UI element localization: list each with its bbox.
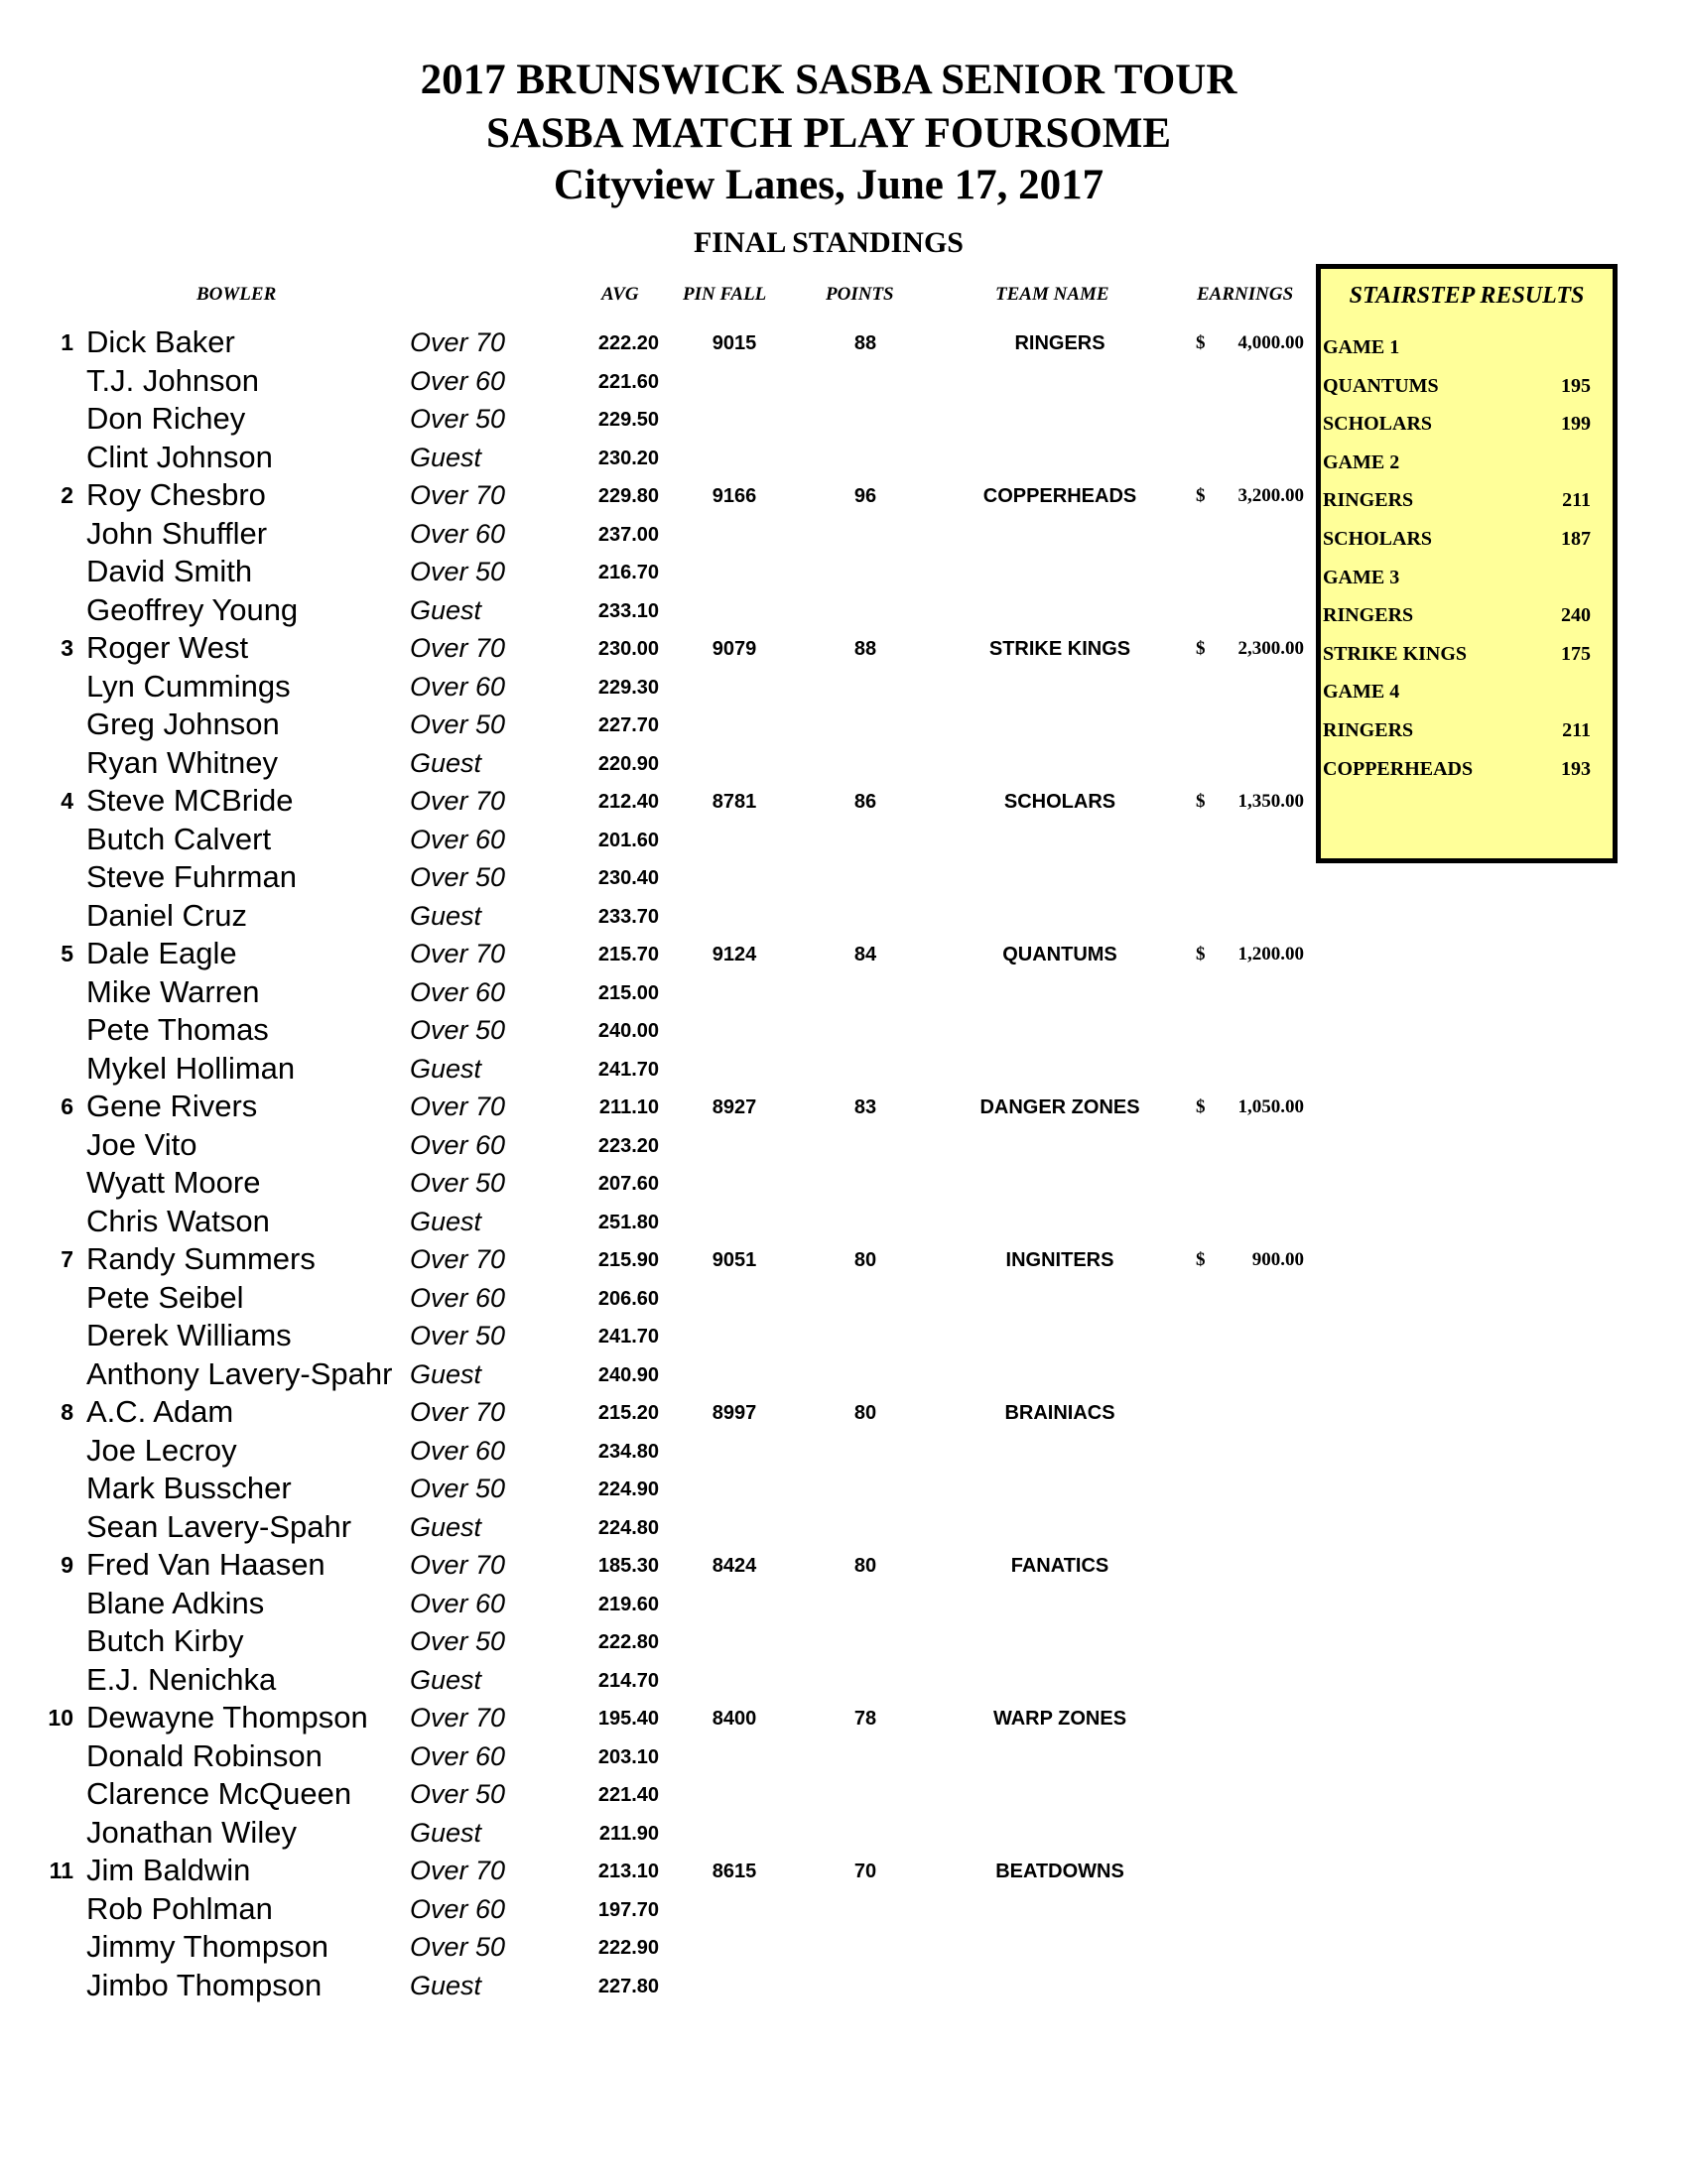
bowler-average: 207.60 [597, 1173, 659, 1195]
bowler-row [0, 1471, 1310, 1512]
bowler-average: 221.40 [597, 1784, 659, 1806]
bowler-row [0, 1318, 1310, 1359]
team-name-column-header: TEAM NAME [995, 284, 1109, 305]
bowler-row [0, 1547, 1310, 1589]
team-points: 84 [853, 944, 877, 965]
stairstep-row [1321, 413, 1613, 451]
bowler-division: Guest [410, 1053, 482, 1084]
bowler-name: Fred Van Haasen [86, 1547, 325, 1582]
stairstep-score: 187 [1561, 527, 1591, 550]
team-block [0, 783, 1310, 939]
bowler-division: Over 70 [410, 480, 506, 510]
team-points: 83 [853, 1096, 877, 1118]
bowler-average: 213.10 [597, 1861, 659, 1882]
team-rank: 10 [48, 1705, 73, 1731]
stairstep-label: RINGERS [1323, 718, 1414, 741]
bowler-row [0, 859, 1310, 901]
team-name: STRIKE KINGS [988, 638, 1131, 660]
bowler-name: Gene Rivers [86, 1089, 258, 1123]
stairstep-row [1321, 567, 1613, 605]
bowler-division: Guest [410, 442, 482, 472]
bowler-average: 211.10 [598, 1096, 659, 1118]
team-rank: 11 [49, 1858, 73, 1883]
bowler-row [0, 668, 1310, 710]
bowler-average: 197.70 [597, 1898, 659, 1921]
bowler-division: Over 60 [410, 1129, 506, 1160]
bowler-average: 219.60 [597, 1593, 659, 1615]
team-earnings: 3,200.00 [1237, 485, 1304, 506]
bowler-division: Over 60 [410, 1588, 506, 1618]
team-name: SCHOLARS [1003, 791, 1116, 813]
stairstep-score: 240 [1561, 604, 1591, 627]
team-block [0, 1700, 1310, 1856]
bowler-name: Mike Warren [86, 973, 260, 1009]
bowler-average: 240.00 [597, 1020, 659, 1042]
currency-symbol: $ [1196, 1096, 1206, 1117]
bowler-average: 215.20 [597, 1402, 659, 1424]
team-pinfall: 9166 [712, 485, 757, 507]
stairstep-label: RINGERS [1323, 489, 1414, 512]
team-rank: 2 [61, 482, 73, 508]
stairstep-label: GAME 3 [1323, 566, 1400, 588]
bowler-name: Daniel Cruz [86, 897, 247, 933]
bowler-name: Don Richey [86, 401, 246, 436]
bowler-average: 227.80 [597, 1975, 659, 1997]
stairstep-row [1321, 604, 1613, 643]
stairstep-score: 211 [1562, 489, 1591, 512]
bowler-row [0, 1853, 1310, 1894]
stairstep-row [1321, 528, 1613, 567]
currency-symbol: $ [1196, 332, 1206, 353]
team-rank: 7 [61, 1246, 73, 1272]
bowler-row [0, 1089, 1310, 1130]
bowler-name: T.J. Johnson [86, 362, 260, 398]
stairstep-results-box [1316, 264, 1618, 863]
stairstep-label: SCHOLARS [1323, 527, 1433, 550]
bowler-name: Clint Johnson [86, 439, 273, 474]
bowler-name: David Smith [86, 554, 253, 588]
stairstep-label: QUANTUMS [1323, 374, 1439, 397]
bowler-division: Guest [410, 594, 482, 625]
bowler-name: Steve Fuhrman [86, 859, 297, 894]
bowler-name: Derek Williams [86, 1318, 292, 1352]
bowler-name: Greg Johnson [86, 707, 280, 741]
bowler-row [0, 1776, 1310, 1818]
bowler-row [0, 1279, 1310, 1322]
bowler-row [0, 591, 1310, 634]
bowler-division: Guest [410, 1206, 482, 1236]
bowler-name: John Shuffler [86, 515, 268, 551]
team-points: 70 [853, 1861, 877, 1882]
bowler-name: Pete Seibel [86, 1279, 244, 1315]
bowler-name: Roy Chesbro [86, 477, 266, 512]
bowler-division: Over 50 [410, 862, 506, 892]
stairstep-label: STRIKE KINGS [1323, 642, 1468, 665]
bowler-division: Guest [410, 1970, 482, 2000]
bowler-division: Over 50 [410, 557, 506, 586]
bowler-row [0, 1126, 1310, 1169]
bowler-division: Over 50 [410, 1932, 506, 1962]
stairstep-row [1321, 489, 1613, 528]
bowler-division: Over 70 [410, 1244, 506, 1274]
bowler-division: Over 50 [410, 404, 506, 434]
bowler-average: 195.40 [597, 1708, 659, 1730]
team-points: 80 [853, 1402, 877, 1424]
avg-column-header: AVG [601, 284, 639, 305]
team-block [0, 1853, 1310, 2008]
bowler-division: Over 70 [410, 1856, 506, 1885]
bowler-division: Guest [410, 1358, 482, 1389]
bowler-name: Clarence McQueen [86, 1776, 352, 1811]
standings-table [0, 324, 1310, 2008]
team-name: FANATICS [1010, 1555, 1109, 1577]
bowler-average: 222.20 [597, 332, 659, 354]
bowler-average: 233.10 [597, 599, 659, 622]
bowler-row [0, 1700, 1310, 1741]
bowler-row [0, 1585, 1310, 1627]
bowler-division: Over 50 [410, 1626, 506, 1656]
bowler-average: 214.70 [597, 1669, 659, 1692]
team-pinfall: 8781 [712, 791, 757, 813]
bowler-name: Anthony Lavery-Spahr [86, 1355, 393, 1391]
team-earnings: 1,200.00 [1237, 944, 1304, 964]
stairstep-label: GAME 4 [1323, 681, 1400, 704]
team-rank: 4 [61, 788, 73, 814]
bowler-average: 230.40 [597, 867, 659, 889]
currency-symbol: $ [1196, 1249, 1206, 1270]
bowler-row [0, 897, 1310, 940]
bowler-name: Joe Vito [86, 1126, 197, 1162]
team-pinfall: 8927 [712, 1096, 757, 1118]
team-pinfall: 9051 [712, 1249, 757, 1271]
team-pinfall: 9015 [712, 332, 757, 354]
bowler-average: 215.90 [597, 1249, 659, 1271]
team-pinfall: 8400 [712, 1708, 757, 1730]
pinfall-column-header: PIN FALL [683, 284, 767, 305]
final-standings-heading: FINAL STANDINGS [693, 226, 964, 259]
bowler-name: Mykel Holliman [86, 1050, 296, 1086]
bowler-average: 212.40 [597, 791, 659, 813]
team-rank: 3 [61, 635, 73, 661]
bowler-row [0, 1165, 1310, 1207]
bowler-row [0, 1394, 1310, 1436]
bowler-row [0, 515, 1310, 558]
stairstep-row [1321, 719, 1613, 758]
bowler-average: 215.00 [597, 981, 659, 1004]
bowler-division: Over 50 [410, 1779, 506, 1809]
bowler-division: Over 60 [410, 1282, 506, 1313]
bowler-name: A.C. Adam [86, 1394, 234, 1429]
bowler-average: 221.60 [597, 370, 659, 393]
bowler-average: 201.60 [597, 829, 659, 851]
team-name: RINGERS [1014, 332, 1105, 354]
team-points: 78 [853, 1708, 877, 1730]
bowler-name: Jimmy Thompson [86, 1929, 329, 1964]
stairstep-score: 211 [1562, 718, 1591, 741]
bowler-division: Over 70 [410, 327, 506, 357]
team-points: 80 [853, 1555, 877, 1577]
team-pinfall: 9124 [712, 944, 757, 965]
bowler-average: 241.70 [597, 1326, 659, 1348]
bowler-division: Over 60 [410, 1893, 506, 1924]
bowler-row [0, 821, 1310, 863]
bowler-name: Joe Lecroy [86, 1432, 237, 1468]
bowler-row [0, 401, 1310, 443]
bowler-row [0, 1355, 1310, 1398]
bowler-name: E.J. Nenichka [86, 1661, 277, 1697]
bowler-division: Over 60 [410, 824, 506, 854]
venue-date: Cityview Lanes, June 17, 2017 [553, 162, 1104, 208]
bowler-division: Over 60 [410, 365, 506, 396]
team-pinfall: 8997 [712, 1402, 757, 1424]
bowler-division: Over 70 [410, 1397, 506, 1427]
bowler-average: 240.90 [597, 1363, 659, 1386]
currency-symbol: $ [1196, 791, 1206, 812]
bowler-row [0, 439, 1310, 481]
team-rank: 6 [61, 1093, 73, 1119]
bowler-name: Jimbo Thompson [86, 1967, 323, 2002]
team-pinfall: 9079 [712, 638, 757, 660]
team-name: WARP ZONES [992, 1708, 1127, 1730]
team-block [0, 1394, 1310, 1550]
bowler-row [0, 324, 1310, 366]
bowler-average: 251.80 [597, 1211, 659, 1233]
bowler-average: 216.70 [597, 562, 659, 583]
team-block [0, 324, 1310, 480]
currency-symbol: $ [1196, 944, 1206, 964]
team-points: 96 [853, 485, 877, 507]
team-earnings: 2,300.00 [1237, 638, 1304, 659]
bowler-name: Roger West [86, 630, 249, 665]
earnings-column-header: EARNINGS [1197, 284, 1294, 305]
bowler-average: 215.70 [597, 944, 659, 965]
bowler-row [0, 744, 1310, 787]
team-block [0, 477, 1310, 633]
bowler-row [0, 1737, 1310, 1780]
stairstep-score: 195 [1561, 374, 1591, 397]
bowler-division: Over 70 [410, 786, 506, 816]
bowler-name: Donald Robinson [86, 1737, 323, 1773]
bowler-row [0, 554, 1310, 595]
team-name: COPPERHEADS [982, 485, 1137, 507]
bowler-division: Over 60 [410, 976, 506, 1007]
bowler-average: 185.30 [597, 1555, 659, 1577]
bowler-division: Over 70 [410, 1092, 506, 1121]
team-rank: 5 [61, 941, 73, 966]
bowler-row [0, 1661, 1310, 1704]
bowler-name: Steve MCBride [86, 783, 294, 818]
points-column-header: POINTS [826, 284, 894, 305]
bowler-average: 230.20 [597, 447, 659, 469]
team-earnings: 1,350.00 [1237, 791, 1304, 812]
bowler-average: 241.70 [597, 1058, 659, 1081]
bowler-division: Guest [410, 900, 482, 931]
bowler-row [0, 1050, 1310, 1092]
stairstep-score: 175 [1561, 642, 1591, 665]
bowler-name: Dale Eagle [86, 936, 237, 970]
bowler-average: 222.80 [597, 1631, 659, 1653]
bowler-division: Guest [410, 1817, 482, 1848]
team-block [0, 1089, 1310, 1244]
bowler-division: Over 70 [410, 939, 506, 968]
bowler-division: Guest [410, 747, 482, 778]
team-block [0, 1547, 1310, 1703]
bowler-row [0, 630, 1310, 672]
bowler-name: Chris Watson [86, 1203, 270, 1238]
bowler-row [0, 709, 1310, 748]
team-earnings: 4,000.00 [1237, 332, 1304, 353]
stairstep-row [1321, 681, 1613, 719]
bowler-name: Lyn Cummings [86, 668, 291, 704]
bowler-row [0, 1241, 1310, 1283]
team-pinfall: 8615 [712, 1861, 757, 1882]
team-block [0, 630, 1310, 786]
bowler-row [0, 1929, 1310, 1971]
team-points: 86 [853, 791, 877, 813]
bowler-average: 234.80 [597, 1440, 659, 1463]
bowler-average: 203.10 [597, 1745, 659, 1768]
bowler-average: 223.20 [597, 1134, 659, 1157]
team-name: BEATDOWNS [995, 1861, 1124, 1882]
bowler-average: 229.50 [597, 409, 659, 431]
team-name: INGNITERS [1005, 1249, 1114, 1271]
bowler-name: Butch Kirby [86, 1623, 244, 1658]
bowler-row [0, 1432, 1310, 1475]
bowler-division: Over 60 [410, 1435, 506, 1466]
bowler-division: Over 70 [410, 1703, 506, 1733]
bowler-column-header: BOWLER [196, 284, 277, 305]
stairstep-row [1321, 336, 1613, 375]
stairstep-score: 199 [1561, 413, 1591, 436]
bowler-average: 227.70 [597, 714, 659, 736]
stairstep-row [1321, 643, 1613, 682]
bowler-row [0, 1012, 1310, 1054]
team-name: QUANTUMS [1002, 944, 1117, 965]
bowler-division: Over 50 [410, 1474, 506, 1503]
bowler-average: 220.90 [597, 752, 659, 775]
bowler-division: Over 70 [410, 633, 506, 663]
event-title: SASBA MATCH PLAY FOURSOME [485, 110, 1172, 157]
currency-symbol: $ [1196, 638, 1206, 659]
bowler-row [0, 1508, 1310, 1551]
bowler-average: 233.70 [597, 905, 659, 928]
team-name: DANGER ZONES [979, 1096, 1140, 1118]
stairstep-title: STAIRSTEP RESULTS [1349, 283, 1585, 309]
bowler-division: Over 60 [410, 1740, 506, 1771]
bowler-name: Jim Baldwin [86, 1853, 251, 1887]
team-points: 88 [853, 332, 877, 354]
stairstep-label: RINGERS [1323, 604, 1414, 627]
bowler-average: 229.30 [597, 676, 659, 699]
team-points: 80 [853, 1249, 877, 1271]
stairstep-label: GAME 2 [1323, 450, 1400, 473]
bowler-row [0, 362, 1310, 405]
bowler-row [0, 973, 1310, 1016]
bowler-name: Rob Pohlman [86, 1890, 273, 1926]
bowler-name: Dewayne Thompson [86, 1700, 368, 1734]
stairstep-row [1321, 758, 1613, 797]
bowler-division: Guest [410, 1664, 482, 1695]
bowler-average: 237.00 [597, 523, 659, 546]
bowler-division: Over 70 [410, 1550, 506, 1580]
bowler-name: Ryan Whitney [86, 744, 278, 780]
bowler-average: 222.90 [597, 1937, 659, 1959]
bowler-average: 224.80 [597, 1516, 659, 1539]
bowler-row [0, 1203, 1310, 1245]
stairstep-label: COPPERHEADS [1323, 757, 1474, 780]
bowler-name: Pete Thomas [86, 1012, 269, 1047]
bowler-average: 229.80 [597, 485, 659, 507]
bowler-name: Wyatt Moore [86, 1165, 261, 1200]
bowler-division: Over 50 [410, 709, 506, 739]
stairstep-list [1321, 336, 1613, 796]
bowler-name: Blane Adkins [86, 1585, 265, 1620]
stairstep-row [1321, 451, 1613, 490]
bowler-division: Over 50 [410, 1321, 506, 1350]
bowler-name: Randy Summers [86, 1241, 316, 1276]
team-earnings: 1,050.00 [1237, 1096, 1304, 1117]
bowler-name: Jonathan Wiley [86, 1814, 297, 1850]
bowler-row [0, 1967, 1310, 2009]
bowler-average: 211.90 [598, 1822, 659, 1845]
currency-symbol: $ [1196, 485, 1206, 506]
stairstep-score: 193 [1561, 757, 1591, 780]
stairstep-row [1321, 375, 1613, 414]
bowler-name: Dick Baker [86, 324, 235, 359]
bowler-average: 230.00 [597, 638, 659, 660]
team-points: 88 [853, 638, 877, 660]
bowler-name: Butch Calvert [86, 821, 272, 856]
tour-title: 2017 BRUNSWICK SASBA SENIOR TOUR [420, 57, 1237, 103]
bowler-row [0, 783, 1310, 825]
team-block [0, 1241, 1310, 1397]
team-earnings: 900.00 [1251, 1249, 1304, 1270]
bowler-row [0, 477, 1310, 519]
bowler-division: Over 60 [410, 671, 506, 702]
bowler-row [0, 1814, 1310, 1857]
stairstep-label: GAME 1 [1323, 336, 1400, 358]
bowler-name: Mark Busscher [86, 1471, 292, 1505]
bowler-row [0, 1623, 1310, 1665]
bowler-division: Guest [410, 1511, 482, 1542]
bowler-division: Over 50 [410, 1015, 506, 1045]
bowler-division: Over 50 [410, 1168, 506, 1198]
bowler-division: Over 60 [410, 518, 506, 549]
team-block [0, 936, 1310, 1092]
team-pinfall: 8424 [712, 1555, 757, 1577]
team-name: BRAINIACS [1004, 1402, 1115, 1424]
team-rank: 9 [61, 1552, 73, 1578]
bowler-name: Sean Lavery-Spahr [86, 1508, 352, 1544]
bowler-row [0, 1890, 1310, 1933]
stairstep-label: SCHOLARS [1323, 413, 1433, 436]
team-rank: 8 [61, 1399, 73, 1425]
bowler-name: Geoffrey Young [86, 591, 299, 627]
team-rank: 1 [61, 329, 73, 355]
bowler-average: 224.90 [597, 1478, 659, 1500]
bowler-row [0, 936, 1310, 977]
bowler-average: 206.60 [597, 1287, 659, 1310]
